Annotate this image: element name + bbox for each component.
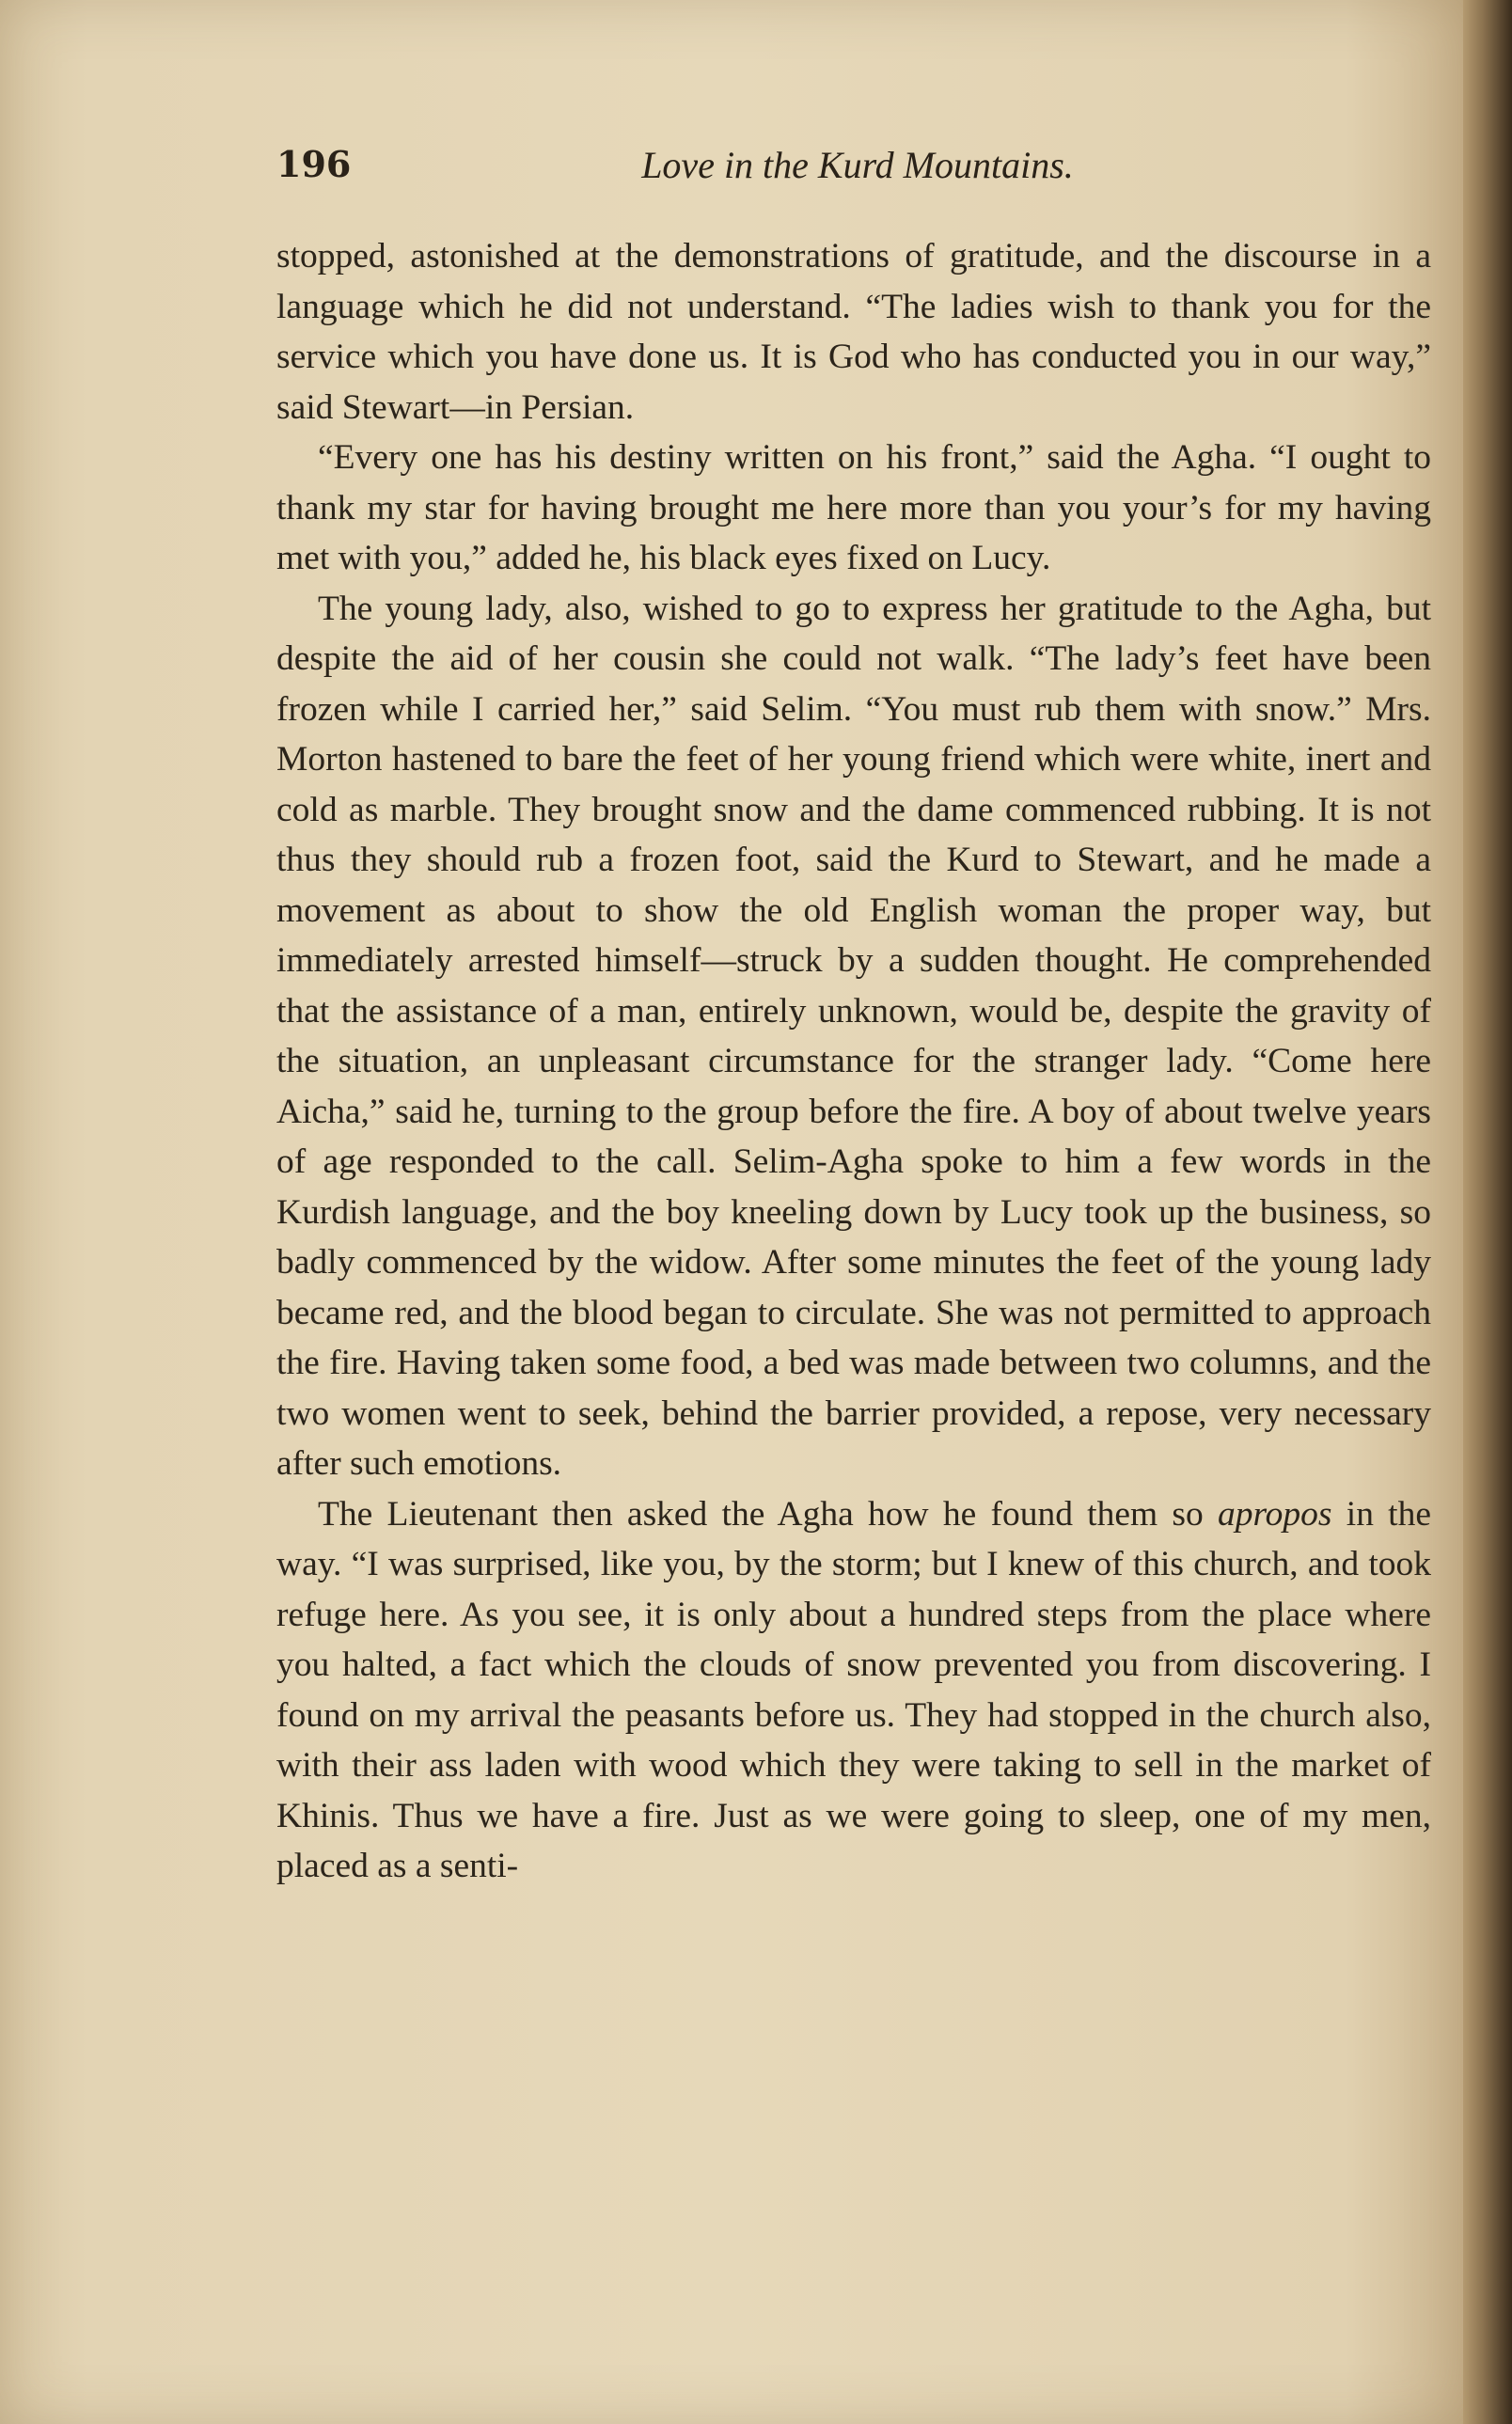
body-text — [276, 231, 1431, 1892]
paragraph-last — [276, 1489, 1431, 1892]
page-number: 196 — [276, 143, 352, 185]
page-header — [276, 143, 1439, 199]
paragraph-continued: stopped, astonished at the demonstrations of gratitude, and the discourse in a language which he did not understand. “The ladies wish to thank you for the service which you have done us. It is God who has conducted you in our way,” said Stewart—in Persian. — [276, 237, 1431, 427]
page-edge — [1463, 0, 1512, 2424]
paragraph: The young lady, also, wished to go to express her gratitude to the Agha, but despite the aid of her cousin she could not walk. “The lady’s feet have been frozen while I carried her,” said Selim. “You must rub them with snow.” Mrs. Morton hastened to bare the feet of her young friend which were white, inert and cold as marble. They brought snow and the dame commenced rubbing. It is not thus they should rub a frozen foot, said the Kurd to Stewart, and he made a movement as about to show the old English woman the proper way, but immediately arrested himself—struck by a sudden thought. He comprehended that the assistance of a man, entirely unknown, would be, despite the gravity of the situation, an unpleasant circumstance for the stranger lady. “Come here Aicha,” said he, turning to the group before the fire. A boy of about twelve years of age responded to the call. Selim-Agha spoke to him a few words in the Kurdish language, and the boy kneeling down by Lucy took up the business, so badly commenced by the widow. After some minutes the feet of the young lady became red, and the blood began to circulate. She was not permitted to approach the fire. Having taken some food, a bed was made between two columns, and the two women went to seek, behind the barrier provided, a repose, very necessary after such emotions. — [276, 589, 1431, 1483]
running-title: Love in the Kurd Mountains. — [641, 144, 1074, 186]
paragraph-text: The Lieutenant then asked the Agha how he found them so — [318, 1494, 1218, 1534]
italic-word: apropos — [1217, 1494, 1332, 1534]
paragraph: “Every one has his destiny written on his front,” said the Agha. “I ought to thank my star for having brought me here more than you your’s for my having met with you,” added he, his black eyes fixed on Lucy. — [276, 438, 1431, 577]
paragraph-text: in the way. “I was surprised, like you, by the storm; but I knew of this church, and took refuge here. As you see, it is only about a hundred steps from the place where you halted, a fact which the clouds of snow prevented you from discovering. I found on my arrival the peasants before us. They had stopped in the church also, with their ass laden with wood which they were taking to sell in the market of Khinis. Thus we have a fire. Just as we were going to sleep, one of my men, placed as a senti- — [276, 1494, 1431, 1885]
